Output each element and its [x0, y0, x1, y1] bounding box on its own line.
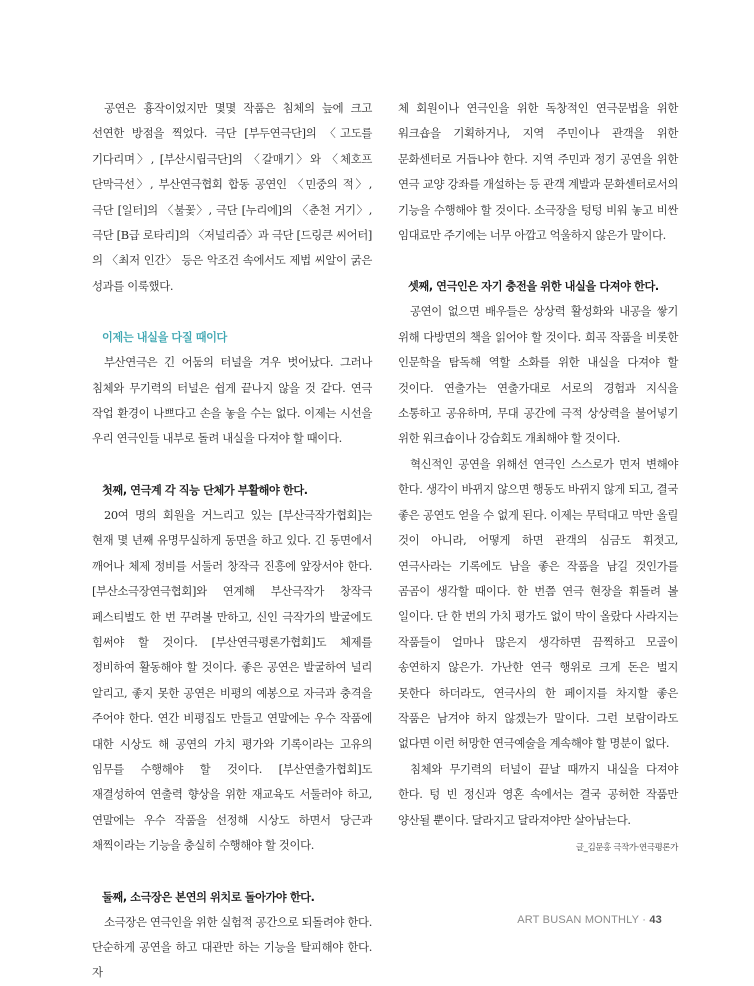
paragraph-second: 소극장은 연극인을 위한 실험적 공간으로 되돌려야 한다. 단순하게 공연을 하고 대관만 하는 기능을 탈피해야 한다. 자 [92, 914, 372, 980]
intro-paragraph: 공연은 흉작이었지만 몇몇 작품은 침체의 늪에 크고 선연한 방점을 찍었다. 극단 [부두연극단]의 〈고도를 기다리며〉, [부산시립극단]의 〈갈매기〉와 〈체호프 단막극선〉, 부산연극협회 합동 공연인 〈민중의 적〉, 극단 [일터]의 〈불꽃〉, 극단 [누리에]의 〈춘천 거기〉, 극단 [B급 로타리]의 〈저널리즘〉과 극단 [드링큰 씨어터]의 〈최저 인간〉 등은 악조건 속에서도 제법 씨알이 굵은 성과를 이룩했다. [92, 101, 372, 293]
paragraph-conclusion: 침체와 무기력의 터널이 끝날 때까지 내실을 다져야 한다. 텅 빈 정신과 영혼 속에서는 결국 공허한 작품만 양산될 뿐이다. 달라지고 달라져야만 살아남는다. [398, 761, 678, 827]
magazine-name: ART BUSAN MONTHLY · [517, 914, 650, 926]
paragraph-second-continued: 체 회원이나 연극인을 위한 독창적인 연극문법을 위한 워크숍을 기획하거나, 지역 주민이나 관객을 위한 문화센터로 거듭나야 한다. 지역 주민과 정기 공연을 위한 연극 교양 강좌를 개설하는 등 관객 계발과 문화센터로서의 기능을 수행해야 할 것이다. 소극장을 텅텅 비워 놓고 비싼 임대료만 주기에는 너무 아깝고 억울하지 않은가 말이다. [398, 101, 678, 243]
right-column [398, 96, 678, 853]
paragraph-first: 20여 명의 회원을 거느리고 있는 [부산극작가협회]는 현재 몇 년째 유명무실하게 동면을 하고 있다. 긴 동면에서 깨어나 체제 정비를 서둘러 창작극 진흥에 앞장서야 한다. [부산소극장연극협회]와 연계해 부산극작가 창작극 페스티벌도 한 번 꾸려볼 만하고, 신인 극작가의 발굴에도 힘써야 할 것이다. [부산연극평론가협회]도 체제를 정비하여 활동해야 할 것이다. 좋은 공연은 발굴하여 널리 알리고, 좋지 못한 공연은 비평의 예봉으로 자극과 충격을 주어야 한다. 연간 비평집도 만들고 연말에는 우수 작품에 대한 시상도 해 공연의 가치 평가와 기록이라는 고유의 임무를 수행해야 할 것이다. [부산연출가협회]도 재결성하여 연출력 향상을 위한 재교육도 서둘러야 하고, 연말에는 우수 작품을 선정해 시상도 하면서 당근과 채찍이라는 기능을 충실히 수행해야 할 것이다. [92, 507, 372, 853]
page-footer [517, 914, 662, 926]
page-number: 43 [649, 914, 662, 926]
left-column [92, 96, 372, 986]
paragraph-third: 공연이 없으면 배우들은 상상력 활성화와 내공을 쌓기 위해 다방면의 책을 읽어야 할 것이다. 희곡 작품을 비롯한 인문학을 탐독해 역할 소화를 위한 내실을 다져야 할 것이다. 연출가는 연출가대로 서로의 경험과 지식을 소통하고 공유하며, 무대 공간에 극적 상상력을 불어넣기 위한 워크숍이나 강습회도 개최해야 할 것이다. [398, 304, 678, 446]
section-heading-inner-strength: 이제는 내실을 다질 때이다 [102, 331, 227, 345]
section-heading-third: 셋째, 연극인은 자기 충전을 위한 내실을 다져야 한다. [408, 280, 659, 294]
section-heading-first: 첫째, 연극계 각 직능 단체가 부활해야 한다. [102, 483, 308, 497]
author-byline: 글_김문홍 극작가·연극평론가 [575, 841, 678, 852]
paragraph-innovation: 혁신적인 공연을 위해선 연극인 스스로가 먼저 변해야 한다. 생각이 바뀌지 않으면 행동도 바뀌지 않게 되고, 결국 좋은 공연도 얻을 수 없게 된다. 이제는 무턱대고 막만 올릴 것이 아니라, 어떻게 하면 관객의 심금도 휘젓고, 연극사라는 기록에도 남을 좋은 작품을 남길 것인가를 곰곰이 생각할 때이다. 한 번쯤 연극 현장을 휘돌려 볼 일이다. 단 한 번의 가치 평가도 없이 막이 올랐다 사라지는 작품들이 얼마나 많은지 생각하면 끔찍하고 모골이 송연하지 않은가. 가난한 연극 행위로 크게 돈은 벌지 못한다 하더라도, 연극사의 한 페이지를 차지할 좋은 작품은 남겨야 하지 않겠는가 말이다. 그런 보람이라도 없다면 이런 허망한 연극예술을 계속해야 할 명분이 없다. [398, 456, 678, 751]
paragraph-inner-strength: 부산연극은 긴 어둠의 터널을 겨우 벗어났다. 그러나 침체와 무기력의 터널은 쉽게 끝나지 않을 것 같다. 연극 작업 환경이 나쁘다고 손을 놓을 수는 없다. 이제는 시선을 우리 연극인들 내부로 돌려 내실을 다져야 할 때이다. [92, 355, 372, 446]
section-heading-second: 둘째, 소극장은 본연의 위치로 돌아가야 한다. [102, 890, 315, 904]
